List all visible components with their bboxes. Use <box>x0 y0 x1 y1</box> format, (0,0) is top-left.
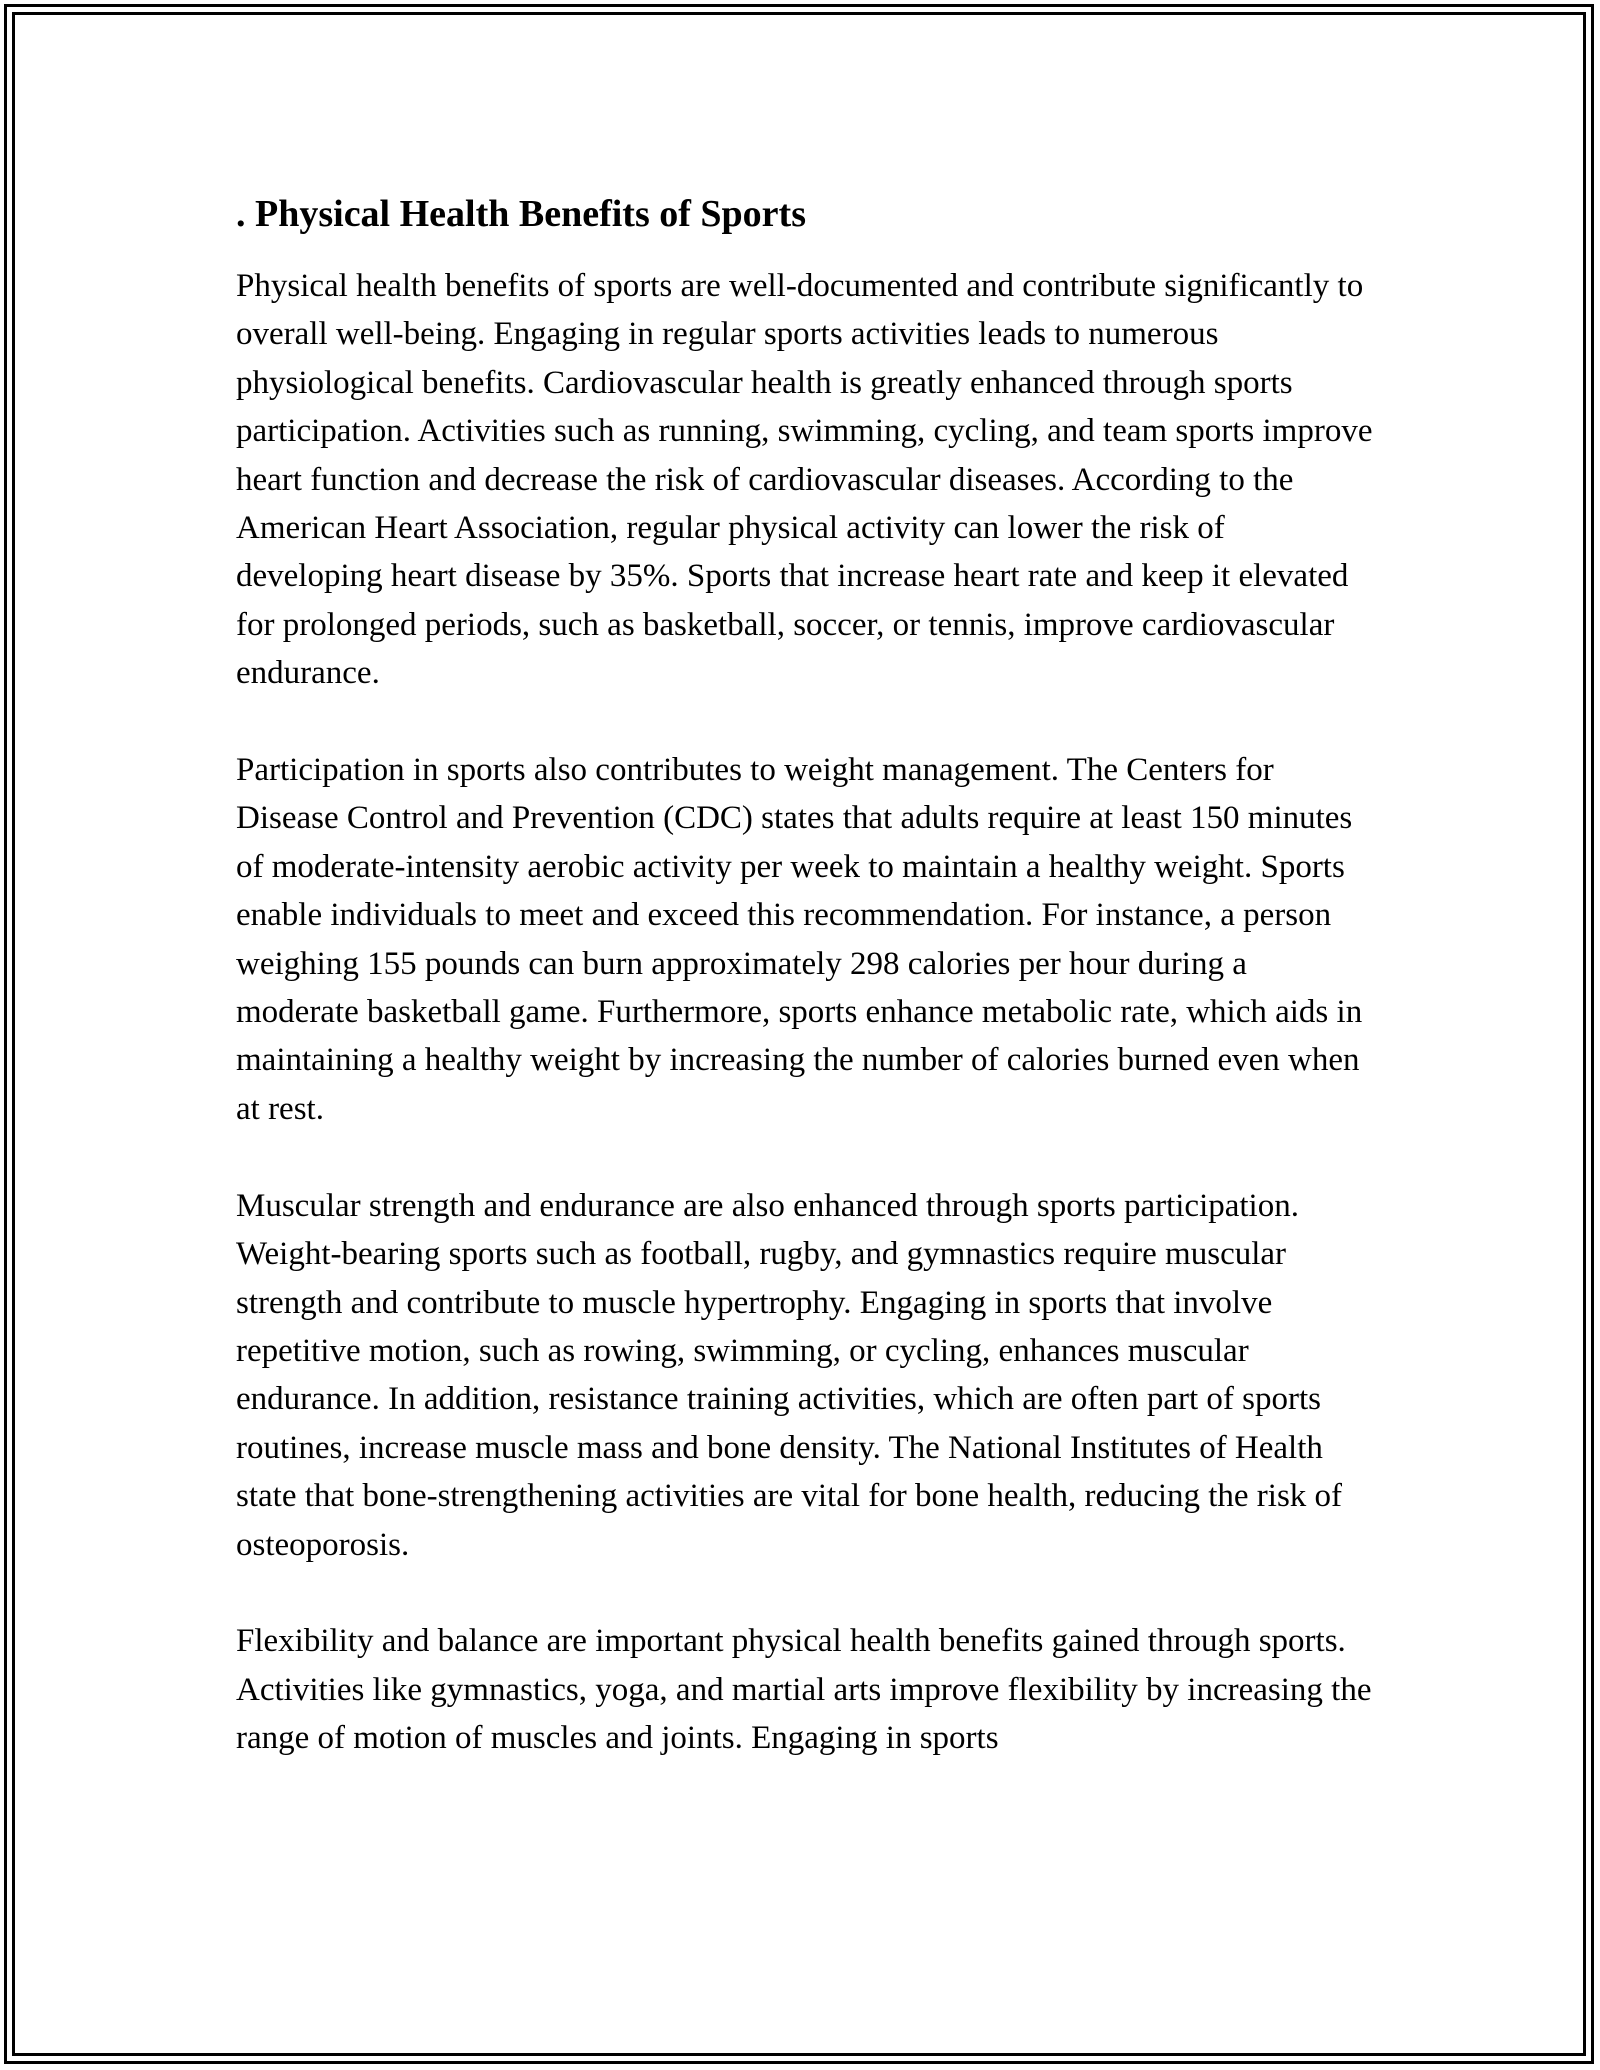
paragraph-flexibility: Flexibility and balance are important physical health benefits gained through sports. Activities like gymnastics, yoga, and martial arts improve flexibility by increasing the range of motion of muscles and joints. Engaging in sports <box>236 1623 1372 1757</box>
document-body <box>236 186 1376 1811</box>
section-heading: . Physical Health Benefits of Sports <box>236 193 806 235</box>
paragraph-cardiovascular: Physical health benefits of sports are well-documented and contribute significantly to overall well-being. Engaging in regular sports activities leads to numerous physiological benefits. Cardiovascular health is greatly enhanced through sports participation. Activities such as running, swimming, cycling, and team sports improve heart function and decrease the risk of cardiovascular diseases. According to the American Heart Association, regular physical activity can lower the risk of developing heart disease by 35%. Sports that increase heart rate and keep it elevated for prolonged periods, such as basketball, soccer, or tennis, improve cardiovascular endurance. <box>236 268 1373 692</box>
paragraph-muscular-strength: Muscular strength and endurance are also enhanced through sports participation. Weight-bearing sports such as football, rugby, and gymnastics require muscular strength and contribute to muscle hypertrophy. Engaging in sports that involve repetitive motion, such as rowing, swimming, or cycling, enhances muscular endurance. In addition, resistance training activities, which are often part of sports routines, increase muscle mass and bone density. The National Institutes of Health state that bone-strengthening activities are vital for bone health, reducing the risk of osteoporosis. <box>236 1187 1343 1563</box>
paragraph-weight-management: Participation in sports also contributes to weight management. The Centers for Disease Control and Prevention (CDC) states that adults require at least 150 minutes of moderate-intensity aerobic activity per week to maintain a healthy weight. Sports enable individuals to meet and exceed this recommendation. For instance, a person weighing 155 pounds can burn approximately 298 calories per hour during a moderate basketball game. Furthermore, sports enhance metabolic rate, which aids in maintaining a healthy weight by increasing the number of calories burned even when at rest. <box>236 752 1363 1127</box>
